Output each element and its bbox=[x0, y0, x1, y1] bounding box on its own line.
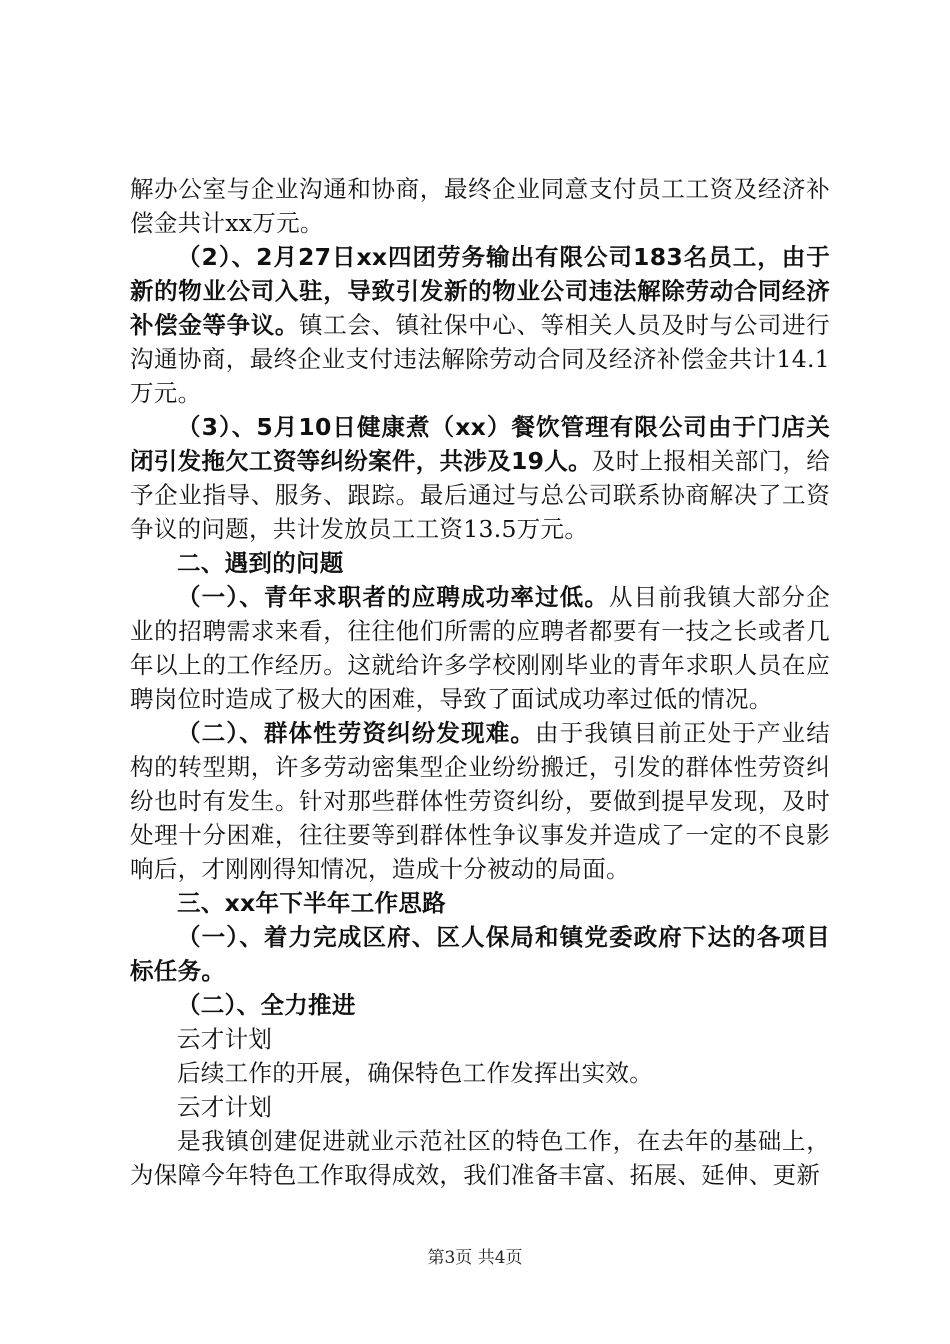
section-heading-2: 二、遇到的问题 bbox=[177, 549, 344, 577]
paragraph-2: （2）、2月27日xx四团劳务输出有限公司183名员工，由于新的物业公司入驻，导致引发新的物业公司违法解除劳动合同经济补偿金等争议。镇工会、镇社保中心、等相关人员及时与公司进行沟通协商，最终企业支付违法解除劳动合同及经济补偿金共计14.1万元。 bbox=[130, 243, 830, 407]
paragraph-6: 云才计划 bbox=[177, 1025, 273, 1053]
page-footer: 第3页 共4页 bbox=[427, 1248, 523, 1268]
paragraph-3: （3）、5月10日健康煮（xx）餐饮管理有限公司由于门店关闭引发拖欠工资等纠纷案件，共涉及19人。及时上报相关部门，给予企业指导、服务、跟踪。最后通过与总公司联系协商解决了工资争议的问题，共计发放员工工资13.5万元。 bbox=[130, 413, 831, 543]
paragraph-5: （二）、群体性劳资纠纷发现难。由于我镇目前正处于产业结构的转型期，许多劳动密集型企业纷纷搬迁，引发的群体性劳资纠纷也时有发生。针对那些群体性劳资纠纷，要做到提早发现，及时处理十分困难，往往要等到群体性争议事发并造成了一定的不良影响后，才刚刚得知情况，造成十分被动的局面。 bbox=[130, 719, 830, 883]
paragraph-9: 是我镇创建促进就业示范社区的特色工作，在去年的基础上，为保障今年特色工作取得成效，我们准备丰富、拓展、延伸、更新 bbox=[130, 1127, 830, 1189]
subheading-1: （一）、着力完成区府、区人保局和镇党委政府下达的各项目标任务。 bbox=[130, 923, 830, 985]
section-heading-3: 三、xx年下半年工作思路 bbox=[177, 889, 446, 917]
subheading-2: （二）、全力推进 bbox=[177, 991, 356, 1019]
paragraph-1: 解办公室与企业沟通和协商，最终企业同意支付员工工资及经济补偿金共计xx万元。 bbox=[130, 175, 830, 237]
paragraph-4: （一）、青年求职者的应聘成功率过低。从目前我镇大部分企业的招聘需求来看，往往他们所需的应聘者都要有一技之长或者几年以上的工作经历。这就给许多学校刚刚毕业的青年求职人员在应聘岗位时造成了极大的困难，导致了面试成功率过低的情况。 bbox=[130, 583, 830, 713]
paragraph-7: 后续工作的开展，确保特色工作发挥出实效。 bbox=[177, 1059, 653, 1087]
paragraph-8: 云才计划 bbox=[177, 1093, 273, 1121]
document-body bbox=[130, 172, 830, 1192]
